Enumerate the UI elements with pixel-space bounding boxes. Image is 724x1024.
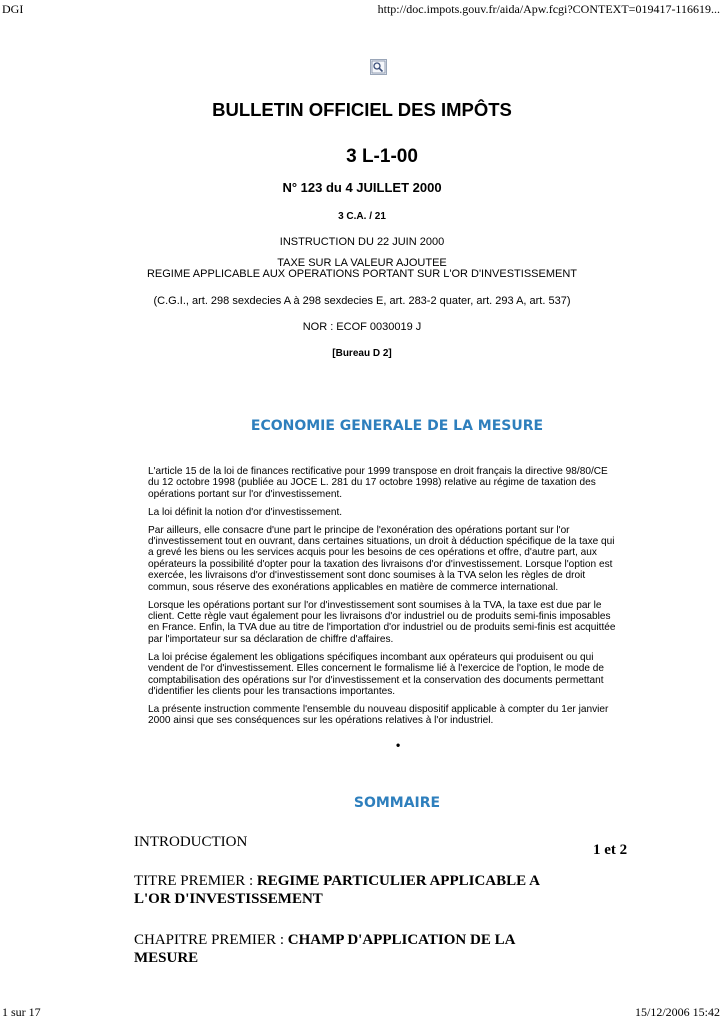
toc-titre-prefix: TITRE PREMIER : — [134, 873, 257, 889]
paragraph: L'article 15 de la loi de finances rectificative pour 1999 transpose en droit français la directive 98/80/CE du 12 octobre 1998 (publiée au JOCE L. 281 du 17 octobre 1998) relative au régime de taxation des opérations portant sur l'or d'investissement. — [148, 466, 608, 500]
paragraph: La présente instruction commente l'ensemble du nouveau dispositif applicable à compter du 1er janvier 2000 ainsi que ses conséquences sur les opérations relatives à l'or industriel. — [148, 703, 609, 727]
section-heading-economie: ECONOMIE GENERALE DE LA MESURE — [250, 418, 544, 434]
toc-introduction: INTRODUCTION — [134, 834, 248, 850]
paragraph: Lorsque les opérations portant sur l'or d'investissement sont soumises à la TVA, la taxe est due par le client. Cette règle vaut également pour les livraisons d'or industriel ou de produits semi-finis imposables en France. Enfin, la TVA due au titre de l'importation d'or industriel ou de produits semi-finis est acquittée par l'importateur sur sa déclaration de chiffre d'affaires. — [148, 599, 616, 645]
paragraph: Par ailleurs, elle consacre d'une part le principe de l'exonération des opérations portant sur l'or d'investissement tout en ouvrant, dans certaines situations, un droit à déduction spécifique de la taxe qui a grevé les biens ou les services acquis pour les besoins de ces opérations et offre, d'autre part, aux opérateurs la possibilité d'opter pour la taxation des livraisons d'or d'investissement. Lorsque l'option est exercée, les livraisons d'or d'investissement sont donc soumises à la TVA selon les règles de droit commun, sous réserve des exonérations applicables en matière de commerce international. — [148, 524, 615, 593]
nor-reference: NOR : ECOF 0030019 J — [302, 321, 422, 333]
separator-dot: • — [396, 738, 401, 752]
bulletin-title: BULLETIN OFFICIEL DES IMPÔTS — [212, 99, 512, 120]
browser-header-url: http://doc.impots.gouv.fr/aida/Apw.fcgi?CONTEXT=019417-116619... — [377, 2, 720, 16]
browser-footer-datetime: 15/12/2006 15:42 — [634, 1005, 720, 1019]
bureau-reference: [Bureau D 2] — [332, 348, 392, 359]
tax-line-1: TAXE SUR LA VALEUR AJOUTEE — [277, 257, 447, 269]
instruction-date: INSTRUCTION DU 22 JUIN 2000 — [279, 236, 445, 248]
toc-chap-text: CHAMP D'APPLICATION DE LA MESURE — [134, 932, 515, 966]
cgi-references: (C.G.I., art. 298 sexdecies A à 298 sexdecies E, art. 283-2 quater, art. 293 A, art. 537) — [153, 295, 571, 307]
paragraph: La loi précise également les obligations spécifiques incombant aux opérateurs qui produisent ou qui vendent de l'or d'investissement. Elles concernent le formalisme lié à l'exercice de l'option, le mode de comptabilisation des opérations sur l'or d'investissement et la conservation des documents permettant d'identifier les clients pour les transactions importantes. — [148, 651, 604, 697]
paragraph: La loi définit la notion d'or d'investissement. — [148, 506, 343, 518]
body-text — [148, 466, 620, 733]
magnifier-icon — [371, 60, 386, 74]
toc-chap-prefix: CHAPITRE PREMIER : — [134, 932, 288, 948]
search-button[interactable] — [370, 59, 387, 75]
browser-header-title: DGI — [2, 2, 24, 16]
bulletin-issue: N° 123 du 4 JUILLET 2000 — [282, 180, 442, 195]
section-heading-sommaire: SOMMAIRE — [353, 795, 441, 811]
bulletin-ca: 3 C.A. / 21 — [338, 211, 386, 222]
toc-chapitre-premier — [134, 931, 554, 967]
toc-introduction-paragraphs: 1 et 2 — [593, 842, 628, 858]
toc-titre-text: REGIME PARTICULIER APPLICABLE A L'OR D'INVESTISSEMENT — [134, 873, 540, 907]
browser-footer-page: 1 sur 17 — [2, 1005, 41, 1019]
bulletin-reference: 3 L-1-00 — [346, 146, 418, 167]
tax-line-2: REGIME APPLICABLE AUX OPERATIONS PORTANT SUR L'OR D'INVESTISSEMENT — [146, 268, 578, 280]
toc-titre-premier — [134, 872, 554, 908]
